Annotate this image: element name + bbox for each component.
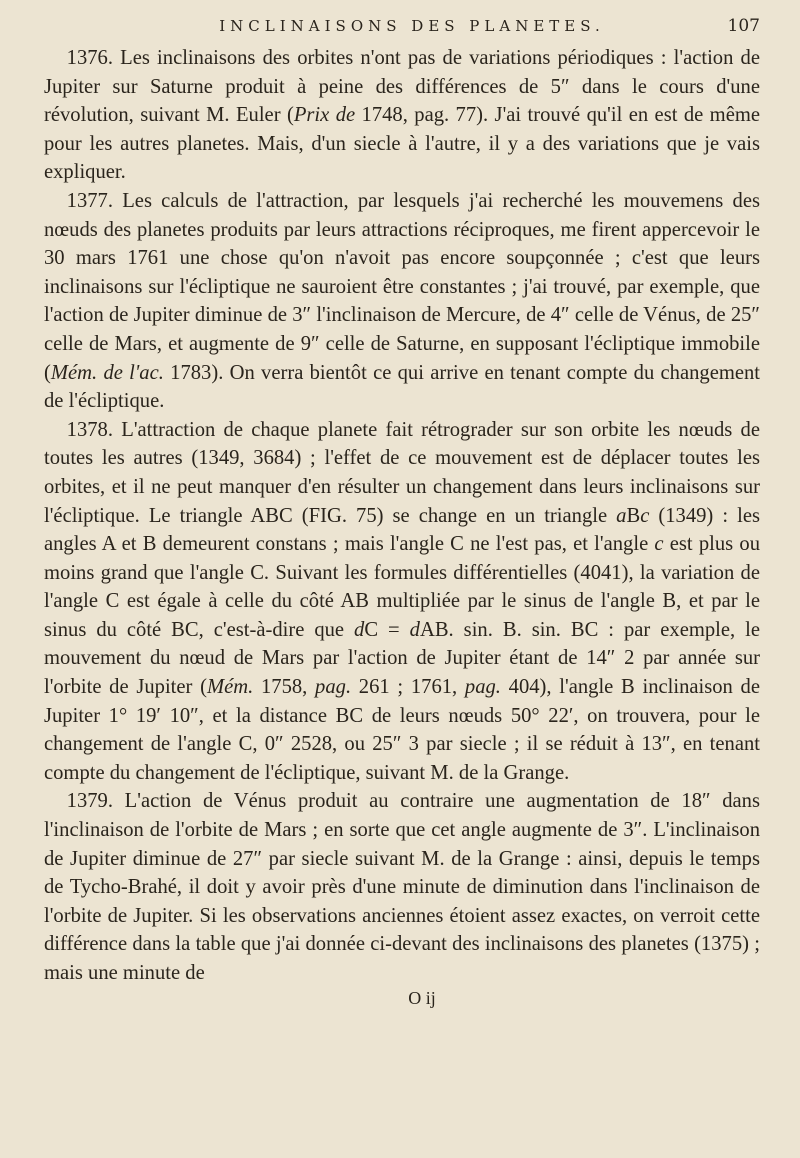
italic-text: d (409, 618, 420, 641)
italic-text: c (640, 504, 650, 527)
italic-text: d (354, 618, 365, 641)
signature-mark: O ij (408, 987, 436, 1008)
paragraph-1378 (44, 416, 760, 788)
italic-text: c (654, 533, 664, 556)
text-run: 1748, pag. 77). J'ai trouvé qu'il en est de même pour les autres planetes. Mais, d'un siecle à l'autre, il y a des variations que je vais expliquer. (44, 104, 760, 184)
text-run: 1376. Les inclinaisons des orbites n'ont pas de variations périodiques : l'action de Jupiter sur Saturne produit à peine des différences de 5″ dans le cours d'une révolution, suivant M. Euler ( (44, 47, 760, 127)
page-number: 107 (727, 16, 760, 36)
text-run: C = (364, 618, 410, 641)
text-run: 1758, (253, 676, 316, 699)
body-text (44, 44, 760, 988)
text-run: est plus ou moins grand que l'angle C. Suivant les formules différentielles (4041), la variation de l'angle C est égale à celle du côté AB multipliée par le sinus de l'angle B, et par le sinus du côté BC, c'est-à-dire que (44, 533, 760, 641)
paragraph-1379 (44, 787, 760, 987)
italic-text: Mém. (206, 676, 254, 699)
text-run: 1377. Les calculs de l'attraction, par lesquels j'ai recherché les mouvemens des nœuds des planetes produits par leurs attractions réciproques, me firent appercevoir le 30 mars 1761 une chose qu'on n'avoit pas encore soupçonnée ; c'est que leurs inclinaisons sur l'écliptique ne sauroient être constantes ; j'ai trouvé, par exemple, que l'action de Jupiter diminue de 3″ l'inclinaison de Mercure, de 4″ celle de Vénus, de 25″ celle de Mars, et augmente de 9″ celle de Saturne, en supposant l'écliptique immobile ( (44, 189, 760, 384)
text-run: AB. sin. B. sin. BC : par exemple, le mouvement du nœud de Mars par l'action de Jupiter étant de 14″ 2 par année sur l'orbite de Jupiter ( (44, 618, 760, 699)
text-run: B (626, 504, 641, 527)
paragraph-1377 (44, 187, 760, 416)
text-run: 1783). On verra bientôt ce qui arrive en tenant compte du changement de l'écliptique. (44, 361, 761, 413)
text-run: 1378. L'attraction de chaque planete fait rétrograder sur son orbite les nœuds de toutes les autres (1349, 3684) ; l'effet de ce mouvement est de déplacer toutes les orbites, et il ne peut manquer d'en résulter un changement dans leurs inclinaisons sur l'écliptique. Le triangle ABC (FIG. 75) se change en un triangle (44, 418, 760, 527)
text-run: 1379. L'action de Vénus produit au contraire une augmentation de 18″ dans l'inclinaison de l'orbite de Mars ; en sorte que cet angle augmente de 3″. L'inclinaison de Jupiter diminue de 27″ par siecle suivant M. de la Grange : ainsi, depuis le temps de Tycho-Brahé, il doit y avoir près d'une minute de diminution dans l'inclinaison de l'orbite de Jupiter. Si les observations anciennes étoient assez exactes, on verroit cette différence dans la table que j'ai donnée ci-devant des inclinaisons des planetes (1375) ; mais une minute de (44, 790, 760, 984)
text-run: 261 ; 1761, (351, 676, 465, 699)
running-head (44, 16, 760, 42)
text-run: (1349) : les angles A et B demeurent constans ; mais l'angle C ne l'est pas, et l'angle (44, 504, 760, 556)
italic-text: Prix de (293, 104, 356, 127)
italic-text: Mém. de l'ac. (50, 361, 164, 384)
italic-text: a (616, 504, 627, 527)
italic-text: pag. (464, 676, 501, 699)
italic-text: pag. (315, 676, 352, 699)
text-run: 404), l'angle B inclinaison de Jupiter 1° 19′ 10″, et la distance BC de leurs nœuds 50° 22′, on trouvera, pour le changement de l'angle C, 0″ 2528, ou 25″ 3 par siecle ; il se réduit à 13″, en tenant compte du changement de l'écliptique, suivant M. de la Grange. (44, 676, 760, 784)
paragraph-1376 (44, 44, 760, 187)
running-title: INCLINAISONS DES PLANETES. (219, 17, 605, 35)
